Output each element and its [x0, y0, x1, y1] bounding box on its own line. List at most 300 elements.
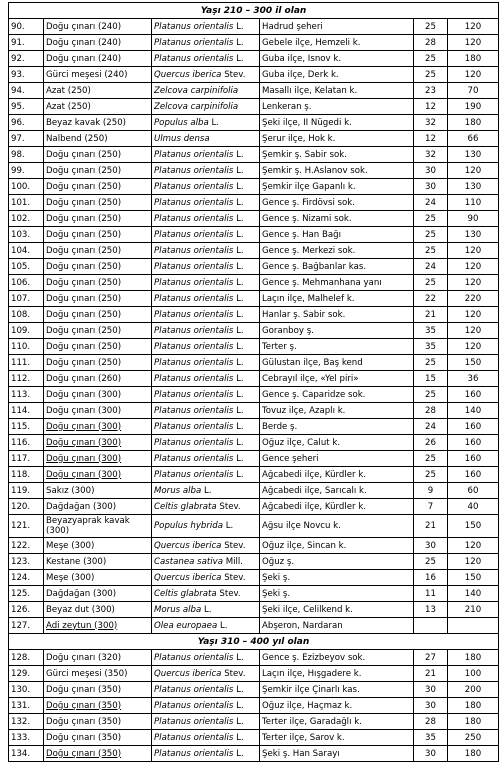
latin-species: Platanus orientalis — [154, 732, 234, 743]
tree-name-text: Doğu çınarı (350) — [46, 748, 122, 759]
diameter-value: 160 — [448, 467, 499, 483]
row-number: 91. — [9, 35, 44, 51]
section-title: Yaşı 210 – 300 il olan — [9, 3, 499, 19]
latin-species: Morus alba — [154, 604, 202, 615]
table-row — [9, 291, 499, 307]
location: Şeki ş. Han Sarayı — [260, 746, 414, 762]
table-row — [9, 115, 499, 131]
table-row — [9, 570, 499, 586]
latin-author: L. — [233, 261, 244, 272]
diameter-value: 120 — [448, 323, 499, 339]
location: Gülustan ilçe, Baş kend — [260, 355, 414, 371]
latin-species: Platanus orientalis — [154, 469, 234, 480]
latin-author: L. — [233, 341, 244, 352]
latin-species: Quercus iberica — [154, 668, 222, 679]
latin-name — [152, 99, 260, 115]
row-number: 133. — [9, 730, 44, 746]
table-row — [9, 243, 499, 259]
diameter-value: 120 — [448, 259, 499, 275]
height-value: 25 — [414, 51, 448, 67]
tree-name: Doğu çınarı (250) — [44, 323, 152, 339]
height-value: 26 — [414, 435, 448, 451]
location: Goranboy ş. — [260, 323, 414, 339]
diameter-value: 40 — [448, 499, 499, 515]
latin-species: Platanus orientalis — [154, 389, 234, 400]
latin-author: L. — [233, 293, 244, 304]
height-value: 25 — [414, 227, 448, 243]
location: Guba ilçe, Isnov k. — [260, 51, 414, 67]
location: Oğuz ilçe, Haçmaz k. — [260, 698, 414, 714]
latin-species: Platanus orientalis — [154, 652, 234, 663]
location: Terter ilçe, Garadağlı k. — [260, 714, 414, 730]
tree-name: Sakız (300) — [44, 483, 152, 499]
diameter-value: 130 — [448, 147, 499, 163]
latin-name — [152, 746, 260, 762]
latin-author: Stev. — [221, 69, 246, 80]
latin-author: L. — [233, 453, 244, 464]
row-number: 125. — [9, 586, 44, 602]
diameter-value: 120 — [448, 19, 499, 35]
location: Şemkir ş. H.Aslanov sok. — [260, 163, 414, 179]
location: Laçın ilçe, Malhelef k. — [260, 291, 414, 307]
row-number: 100. — [9, 179, 44, 195]
latin-name — [152, 147, 260, 163]
latin-species: Populus hybrida — [154, 521, 224, 531]
table-row — [9, 259, 499, 275]
location: Şemkir ilçe Çinarlı kas. — [260, 682, 414, 698]
latin-author: L. — [233, 357, 244, 368]
latin-author: L. — [217, 620, 228, 631]
tree-name: Doğu çınarı (320) — [44, 650, 152, 666]
latin-species: Platanus orientalis — [154, 197, 234, 208]
latin-name — [152, 515, 260, 538]
diameter-value: 160 — [448, 419, 499, 435]
height-value: 25 — [414, 467, 448, 483]
latin-species: Platanus orientalis — [154, 37, 234, 48]
location: Gence ş. Nizami sok. — [260, 211, 414, 227]
tree-name: Gürci meşesi (240) — [44, 67, 152, 83]
diameter-value: 160 — [448, 387, 499, 403]
row-number: 101. — [9, 195, 44, 211]
location: Guba ilçe, Derk k. — [260, 67, 414, 83]
height-value: 28 — [414, 35, 448, 51]
location: Oğuz ş. — [260, 554, 414, 570]
latin-author: L. — [233, 277, 244, 288]
diameter-value: 250 — [448, 730, 499, 746]
latin-author: L. — [233, 325, 244, 336]
diameter-value: 120 — [448, 538, 499, 554]
latin-name — [152, 131, 260, 147]
tree-name: Doğu çınarı (250) — [44, 179, 152, 195]
latin-name — [152, 538, 260, 554]
latin-author: L. — [233, 213, 244, 224]
latin-author: Stev. — [221, 668, 246, 679]
table-row — [9, 371, 499, 387]
latin-species: Celtis glabrata — [154, 588, 217, 599]
row-number: 108. — [9, 307, 44, 323]
location: Şeki ilçe, II Nügedi k. — [260, 115, 414, 131]
height-value: 21 — [414, 307, 448, 323]
latin-author: L. — [233, 373, 244, 384]
latin-species: Platanus orientalis — [154, 149, 234, 160]
diameter-value: 200 — [448, 682, 499, 698]
tree-name: Doğu çınarı (250) — [44, 307, 152, 323]
diameter-value — [448, 618, 499, 634]
row-number: 127. — [9, 618, 44, 634]
latin-name — [152, 115, 260, 131]
latin-author: L. — [233, 181, 244, 192]
location: Gence ş. Merkezi sok. — [260, 243, 414, 259]
height-value: 9 — [414, 483, 448, 499]
tree-name — [44, 467, 152, 483]
height-value: 28 — [414, 403, 448, 419]
tree-name: Doğu çınarı (350) — [44, 730, 152, 746]
location: Abşeron, Nardaran — [260, 618, 414, 634]
table-row — [9, 451, 499, 467]
height-value: 25 — [414, 211, 448, 227]
latin-species: Platanus orientalis — [154, 421, 234, 432]
location: Gence şeheri — [260, 451, 414, 467]
latin-author: L. — [201, 485, 212, 496]
table-row — [9, 211, 499, 227]
tree-name: Doğu çınarı (250) — [44, 227, 152, 243]
table-row — [9, 499, 499, 515]
latin-name — [152, 387, 260, 403]
location: Laçın ilçe, Hışgadere k. — [260, 666, 414, 682]
latin-species: Olea europaea — [154, 620, 218, 631]
row-number: 98. — [9, 147, 44, 163]
tree-name: Doğu çınarı (350) — [44, 714, 152, 730]
tree-name-text: Doğu çınarı (300) — [46, 453, 122, 464]
location: Terter ilçe, Sarov k. — [260, 730, 414, 746]
row-number: 126. — [9, 602, 44, 618]
latin-name — [152, 339, 260, 355]
latin-species: Ulmus densa — [154, 133, 210, 144]
location: Şeki ş. — [260, 586, 414, 602]
row-number: 122. — [9, 538, 44, 554]
table-row — [9, 586, 499, 602]
height-value: 23 — [414, 83, 448, 99]
table-row — [9, 666, 499, 682]
latin-name — [152, 307, 260, 323]
diameter-value: 120 — [448, 35, 499, 51]
latin-author: Stev. — [216, 588, 241, 599]
latin-name — [152, 714, 260, 730]
table-row — [9, 515, 499, 538]
tree-name: Azat (250) — [44, 83, 152, 99]
height-value: 25 — [414, 451, 448, 467]
table-row — [9, 435, 499, 451]
table-row — [9, 483, 499, 499]
tree-name: Beyazyaprak kavak (300) — [44, 515, 152, 538]
location: Berde ş. — [260, 419, 414, 435]
height-value: 35 — [414, 730, 448, 746]
location: Gence ş. Mehmanhana yanı — [260, 275, 414, 291]
latin-species: Platanus orientalis — [154, 341, 234, 352]
table-row — [9, 538, 499, 554]
table-row — [9, 35, 499, 51]
latin-species: Quercus iberica — [154, 69, 222, 80]
latin-name — [152, 682, 260, 698]
height-value: 22 — [414, 291, 448, 307]
latin-author: L. — [208, 117, 220, 128]
latin-name — [152, 35, 260, 51]
latin-name — [152, 163, 260, 179]
height-value: 7 — [414, 499, 448, 515]
row-number: 105. — [9, 259, 44, 275]
table-row — [9, 19, 499, 35]
table-row — [9, 227, 499, 243]
latin-name — [152, 323, 260, 339]
latin-name — [152, 195, 260, 211]
height-value: 30 — [414, 163, 448, 179]
diameter-value: 130 — [448, 179, 499, 195]
latin-author: Stev. — [221, 540, 246, 551]
latin-name — [152, 483, 260, 499]
latin-name — [152, 698, 260, 714]
tree-name: Doğu çınarı (250) — [44, 163, 152, 179]
latin-name — [152, 243, 260, 259]
latin-species: Platanus orientalis — [154, 357, 234, 368]
tree-name: Beyaz kavak (250) — [44, 115, 152, 131]
latin-name — [152, 83, 260, 99]
latin-name — [152, 435, 260, 451]
table-row — [9, 147, 499, 163]
location: Lenkeran ş. — [260, 99, 414, 115]
tree-name: Meşe (300) — [44, 538, 152, 554]
row-number: 113. — [9, 387, 44, 403]
latin-author: L. — [233, 652, 244, 663]
row-number: 90. — [9, 19, 44, 35]
diameter-value: 66 — [448, 131, 499, 147]
diameter-value: 150 — [448, 570, 499, 586]
diameter-value: 160 — [448, 435, 499, 451]
latin-author: L. — [233, 437, 244, 448]
height-value: 11 — [414, 586, 448, 602]
diameter-value: 190 — [448, 99, 499, 115]
latin-name — [152, 275, 260, 291]
latin-species: Platanus orientalis — [154, 373, 234, 384]
location: Ağcabedi ilçe, Kürdler k. — [260, 499, 414, 515]
latin-species: Platanus orientalis — [154, 684, 234, 695]
diameter-value: 150 — [448, 515, 499, 538]
latin-author: L. — [233, 716, 244, 727]
latin-author: L. — [233, 405, 244, 416]
table-row — [9, 602, 499, 618]
height-value: 21 — [414, 666, 448, 682]
table-row — [9, 83, 499, 99]
location: Şemkir ş. Sabir sok. — [260, 147, 414, 163]
latin-species: Platanus orientalis — [154, 716, 234, 727]
tree-name — [44, 746, 152, 762]
row-number: 118. — [9, 467, 44, 483]
latin-name — [152, 291, 260, 307]
diameter-value: 180 — [448, 698, 499, 714]
table-row — [9, 403, 499, 419]
diameter-value: 100 — [448, 666, 499, 682]
row-number: 124. — [9, 570, 44, 586]
tree-name-text: Doğu çınarı (300) — [46, 421, 122, 432]
tree-name: Doğu çınarı (250) — [44, 211, 152, 227]
table-row — [9, 67, 499, 83]
latin-author: L. — [233, 389, 244, 400]
diameter-value: 220 — [448, 291, 499, 307]
height-value: 30 — [414, 746, 448, 762]
table-row — [9, 195, 499, 211]
height-value: 25 — [414, 355, 448, 371]
tree-name-text: Doğu çınarı (300) — [46, 469, 122, 480]
latin-species: Platanus orientalis — [154, 748, 234, 759]
height-value: 24 — [414, 259, 448, 275]
tree-name — [44, 435, 152, 451]
location: Ağsu ilçe Novcu k. — [260, 515, 414, 538]
location: Şemkir ilçe Gapanlı k. — [260, 179, 414, 195]
tree-name: Dağdağan (300) — [44, 499, 152, 515]
diameter-value: 70 — [448, 83, 499, 99]
row-number: 94. — [9, 83, 44, 99]
latin-author: L. — [233, 700, 244, 711]
height-value: 35 — [414, 339, 448, 355]
latin-author: L. — [223, 521, 234, 531]
location: Gebele ilçe, Hemzeli k. — [260, 35, 414, 51]
location: Şeki ş. — [260, 570, 414, 586]
tree-name: Doğu çınarı (250) — [44, 355, 152, 371]
height-value: 27 — [414, 650, 448, 666]
height-value: 30 — [414, 179, 448, 195]
location: Cebrayıl ilçe, «Yel piri» — [260, 371, 414, 387]
row-number: 129. — [9, 666, 44, 682]
row-number: 134. — [9, 746, 44, 762]
latin-species: Platanus orientalis — [154, 21, 234, 32]
latin-species: Platanus orientalis — [154, 309, 234, 320]
tree-name-text: Adi zeytun (300) — [46, 620, 118, 631]
row-number: 102. — [9, 211, 44, 227]
location: Terter ş. — [260, 339, 414, 355]
diameter-value: 120 — [448, 554, 499, 570]
latin-author: Mill. — [222, 556, 244, 567]
diameter-value: 180 — [448, 650, 499, 666]
location: Hadrud şeheri — [260, 19, 414, 35]
latin-author: L. — [233, 37, 244, 48]
height-value — [414, 618, 448, 634]
row-number: 93. — [9, 67, 44, 83]
tree-name: Doğu çınarı (240) — [44, 51, 152, 67]
latin-author: L. — [201, 604, 212, 615]
latin-species: Platanus orientalis — [154, 700, 234, 711]
diameter-value: 180 — [448, 746, 499, 762]
height-value: 28 — [414, 714, 448, 730]
tree-name: Doğu çınarı (240) — [44, 19, 152, 35]
latin-author: L. — [233, 748, 244, 759]
section-header-row — [9, 3, 499, 19]
tree-name: Doğu çınarı (250) — [44, 195, 152, 211]
latin-name — [152, 403, 260, 419]
location: Gence ş. Firdövsi sok. — [260, 195, 414, 211]
diameter-value: 140 — [448, 403, 499, 419]
tree-name-text: Doğu çınarı (350) — [46, 700, 122, 711]
tree-name: Meşe (300) — [44, 570, 152, 586]
diameter-value: 180 — [448, 115, 499, 131]
tree-name: Doğu çınarı (250) — [44, 259, 152, 275]
diameter-value: 120 — [448, 339, 499, 355]
table-row — [9, 746, 499, 762]
location: Ağcabedi ilçe, Sarıcalı k. — [260, 483, 414, 499]
row-number: 99. — [9, 163, 44, 179]
location: Gence ş. Ezizbeyov sok. — [260, 650, 414, 666]
latin-name — [152, 211, 260, 227]
height-value: 32 — [414, 115, 448, 131]
diameter-value: 180 — [448, 51, 499, 67]
tree-name: Doğu çınarı (250) — [44, 243, 152, 259]
table-row — [9, 387, 499, 403]
location: Masallı ilçe, Kelatan k. — [260, 83, 414, 99]
row-number: 121. — [9, 515, 44, 538]
latin-species: Platanus orientalis — [154, 53, 234, 64]
tree-name: Doğu çınarı (240) — [44, 35, 152, 51]
latin-species: Platanus orientalis — [154, 405, 234, 416]
latin-species: Zelcova carpinifolia — [154, 101, 239, 112]
table-row — [9, 179, 499, 195]
tree-name — [44, 698, 152, 714]
latin-name — [152, 51, 260, 67]
latin-name — [152, 451, 260, 467]
latin-author: L. — [233, 53, 244, 64]
height-value: 21 — [414, 515, 448, 538]
row-number: 106. — [9, 275, 44, 291]
latin-author: L. — [233, 245, 244, 256]
latin-species: Populus alba — [154, 117, 209, 128]
row-number: 119. — [9, 483, 44, 499]
diameter-value: 120 — [448, 163, 499, 179]
latin-name — [152, 227, 260, 243]
height-value: 30 — [414, 682, 448, 698]
table-row — [9, 275, 499, 291]
latin-species: Castanea sativa — [154, 556, 223, 567]
table-body — [9, 3, 499, 762]
latin-species: Platanus orientalis — [154, 261, 234, 272]
diameter-value: 120 — [448, 307, 499, 323]
height-value: 24 — [414, 195, 448, 211]
latin-species: Platanus orientalis — [154, 165, 234, 176]
latin-author: L. — [233, 732, 244, 743]
latin-species: Quercus iberica — [154, 540, 222, 551]
height-value: 25 — [414, 554, 448, 570]
diameter-value: 90 — [448, 211, 499, 227]
latin-author: L. — [233, 469, 244, 480]
diameter-value: 120 — [448, 275, 499, 291]
latin-author: L. — [233, 684, 244, 695]
diameter-value: 36 — [448, 371, 499, 387]
latin-author: L. — [233, 309, 244, 320]
table-row — [9, 682, 499, 698]
section-title: Yaşı 310 – 400 yıl olan — [9, 634, 499, 650]
row-number: 128. — [9, 650, 44, 666]
row-number: 117. — [9, 451, 44, 467]
row-number: 114. — [9, 403, 44, 419]
tree-name: Doğu çınarı (300) — [44, 403, 152, 419]
location: Tovuz ilçe, Azaplı k. — [260, 403, 414, 419]
location: Gence ş. Han Bağı — [260, 227, 414, 243]
location: Oğuz ilçe, Calut k. — [260, 435, 414, 451]
tree-name: Doğu çınarı (250) — [44, 147, 152, 163]
table-row — [9, 650, 499, 666]
table-row — [9, 355, 499, 371]
latin-author: L. — [233, 21, 244, 32]
table-row — [9, 339, 499, 355]
tree-name: Doğu çınarı (250) — [44, 339, 152, 355]
tree-name: Nalbend (250) — [44, 131, 152, 147]
table-row — [9, 323, 499, 339]
